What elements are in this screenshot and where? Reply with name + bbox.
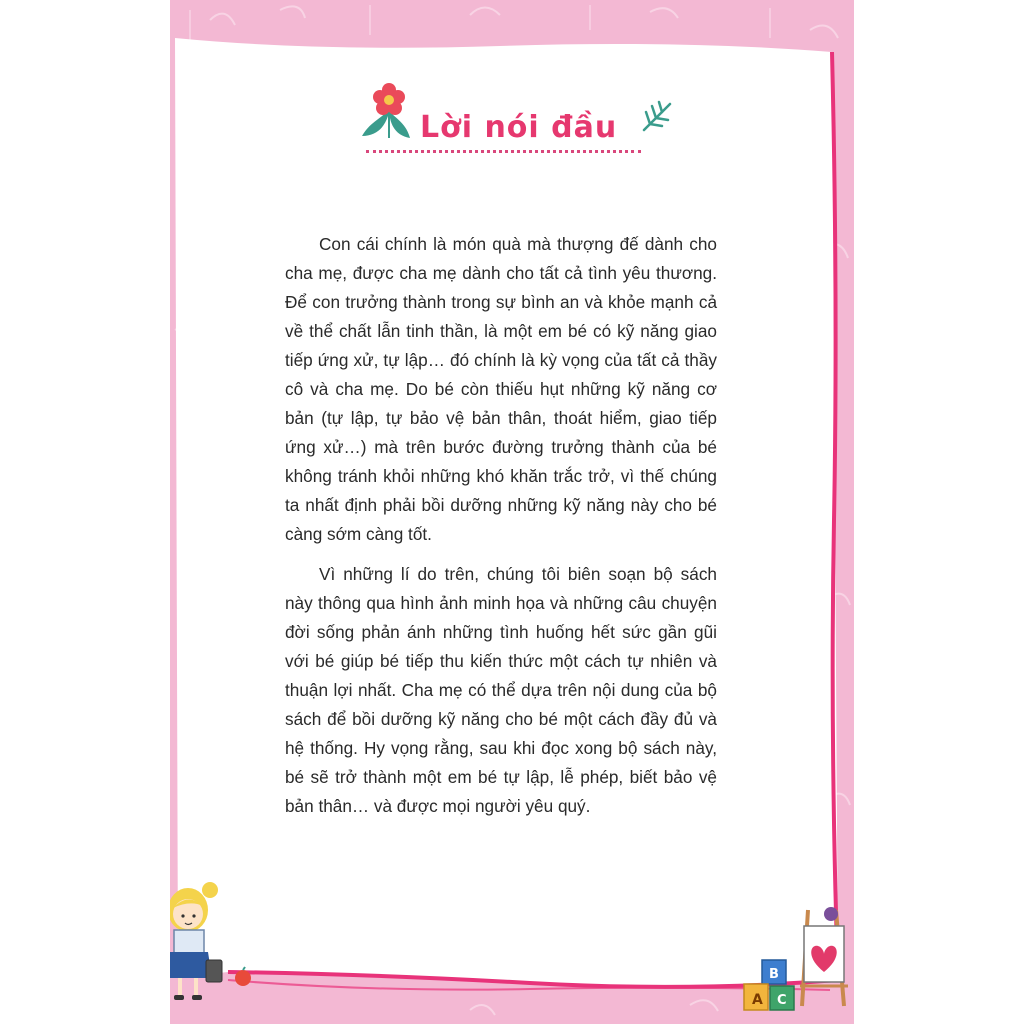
paragraph-2: Vì những lí do trên, chúng tôi biên soạn bộ sách này thông qua hình ảnh minh họa và những câu chuyện đời sống phản ánh những tình huống hết sức gần gũi với bé giúp bé tiếp thu kiến thức một cách tự nhiên và thuận lợi nhất. Cha mẹ có thể dựa trên nội dung của bộ sách để bồi dưỡng kỹ năng cho bé một cách đầy đủ và hệ thống. Hy vọng rằng, sau khi đọc xong bộ sách này, bé sẽ trở thành một em bé tự lập, lễ phép, biết bảo vệ bản thân… và được mọi người yêu quý.	[285, 564, 717, 816]
page-title: Lời nói đầu	[420, 110, 618, 145]
svg-text:C: C	[777, 993, 787, 1008]
flower-icon	[358, 80, 418, 142]
svg-text:B: B	[769, 967, 779, 982]
apple-icon	[232, 966, 254, 988]
book-page	[170, 0, 854, 1024]
easel-heart-icon	[796, 906, 854, 1016]
svg-text:A: A	[752, 992, 763, 1008]
title-underline	[366, 150, 641, 153]
paragraph-1: Con cái chính là món quà mà thượng đế dành cho cha mẹ, được cha mẹ dành cho tất cả tình yêu thương. Để con trưởng thành trong sự bình an và khỏe mạnh cả về thể chất lẫn tinh thần, là một em bé có kỹ năng giao tiếp ứng xử, tự lập… đó chính là kỳ vọng của tất cả thầy cô và cha mẹ. Do bé còn thiếu hụt những kỹ năng cơ bản (tự lập, tự bảo vệ bản thân, thoát hiểm, giao tiếp ứng xử…) mà trên bước đường trưởng thành của bé không tránh khỏi những khó khăn trắc trở, vì thế chúng ta nhất định phải bồi dưỡng những kỹ năng này cho bé càng sớm càng tốt.	[285, 234, 717, 544]
body-text	[285, 230, 717, 832]
sprig-icon	[640, 100, 676, 134]
girl-illustration	[170, 878, 232, 1008]
abc-blocks-icon	[742, 958, 804, 1016]
